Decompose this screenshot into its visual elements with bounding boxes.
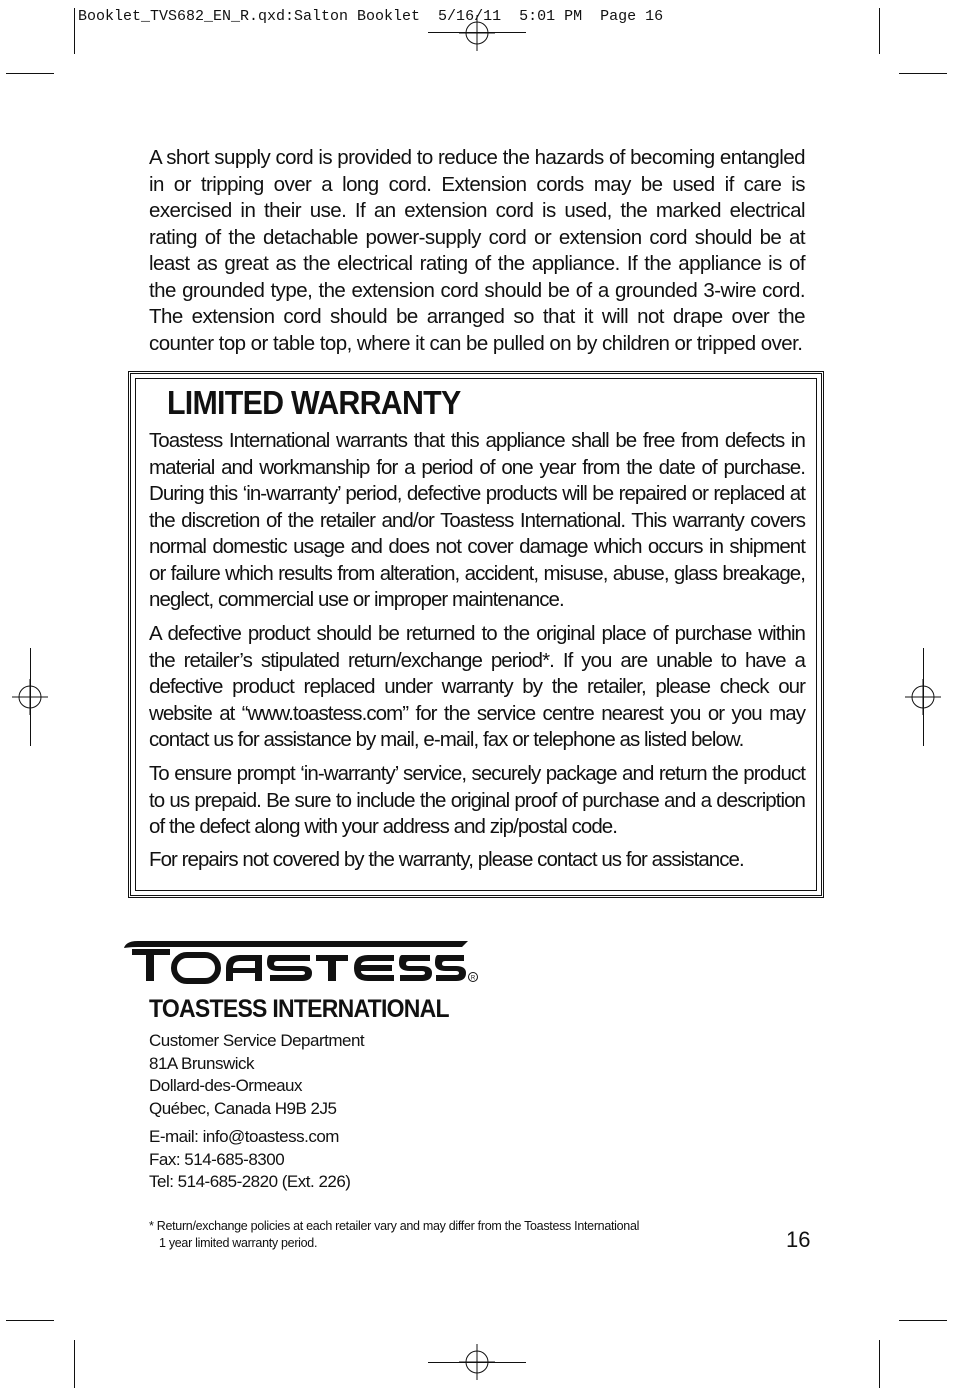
- warranty-paragraph: For repairs not covered by the warranty, please contact us for assistance.: [149, 848, 744, 871]
- contact-email: E-mail: info@toastess.com: [149, 1127, 339, 1146]
- warranty-title: LIMITED WARRANTY: [167, 384, 461, 421]
- footnote: [149, 1218, 639, 1252]
- crop-mark: [6, 73, 54, 74]
- company-name: TOASTESS INTERNATIONAL: [149, 995, 449, 1023]
- page-number: 16: [786, 1227, 811, 1252]
- company-contact: [149, 1126, 350, 1194]
- warranty-paragraph: Toastess International warrants that this appliance shall be free from defects in material and workmanship for a period of one year from the date of purchase. During this ‘in-warranty’ period, defective products will be repaired or replaced at the discretion of the retailer and/or Toastess International. This warranty covers normal domestic usage and does not cover damage which occurs in shipment or failure which results from alteration, accident, misuse, abuse, glass breakage, neglect, commercial use or improper maintenance.: [149, 429, 805, 611]
- crop-mark: [74, 8, 75, 54]
- registration-mark-icon: [457, 1342, 497, 1382]
- svg-text:R: R: [470, 975, 476, 982]
- address-line: Customer Service Department: [149, 1031, 365, 1050]
- crop-mark: [6, 1320, 54, 1321]
- crop-mark: [74, 1340, 75, 1388]
- company-address: [149, 1030, 364, 1120]
- toastess-logo: [124, 940, 480, 986]
- warranty-paragraph: A defective product should be returned to the original place of purchase within the retailer’s stipulated return/exchange period*. If you are unable to have a defective product replaced under warranty by the retailer, please check our website at “www.toastess.com” for the service centre nearest you or you may contact us for assistance by mail, e-mail, fax or telephone as listed below.: [149, 622, 805, 751]
- crop-mark: [899, 1320, 947, 1321]
- crop-mark: [879, 1340, 880, 1388]
- crop-mark: [899, 73, 947, 74]
- contact-phone: Tel: 514-685-2820 (Ext. 226): [149, 1172, 351, 1191]
- crop-mark: [879, 8, 880, 54]
- extension-cord-paragraph: A short supply cord is provided to reduce the hazards of becoming entangled in or tripping over a long cord. Extension cords may be used if care is exercised in their use. If an extension cord is used, the marked electrical rating of the detachable power-supply cord or extension cord should be at least as great as the electrical rating of the appliance. If the appliance is of the grounded type, the extension cord should be of a grounded 3-wire cord. The extension cord should be arranged so that it will not drape over the counter top or table top, where it can be pulled on by children or tripped over.: [149, 146, 805, 355]
- address-line: 81A Brunswick: [149, 1053, 254, 1073]
- registration-mark-icon: [457, 13, 497, 53]
- warranty-paragraph: To ensure prompt ‘in-warranty’ service, securely package and return the product to us prepaid. Be sure to include the original proof of purchase and a description of the defect along with your address and zip/postal code.: [149, 762, 805, 838]
- printer-slug-line: Booklet_TVS682_EN_R.qxd:Salton Booklet 5/16/11 5:01 PM Page 16: [78, 8, 664, 25]
- footnote-line: 1 year limited warranty period.: [159, 1236, 318, 1250]
- footnote-line: * Return/exchange policies at each retailer vary and may differ from the Toastess International: [149, 1219, 640, 1233]
- contact-fax: Fax: 514-685-8300: [149, 1149, 285, 1169]
- address-line: Dollard-des-Ormeaux: [149, 1076, 302, 1095]
- registration-mark-icon: [903, 677, 943, 717]
- address-line: Québec, Canada H9B 2J5: [149, 1098, 337, 1118]
- registration-mark-icon: [10, 677, 50, 717]
